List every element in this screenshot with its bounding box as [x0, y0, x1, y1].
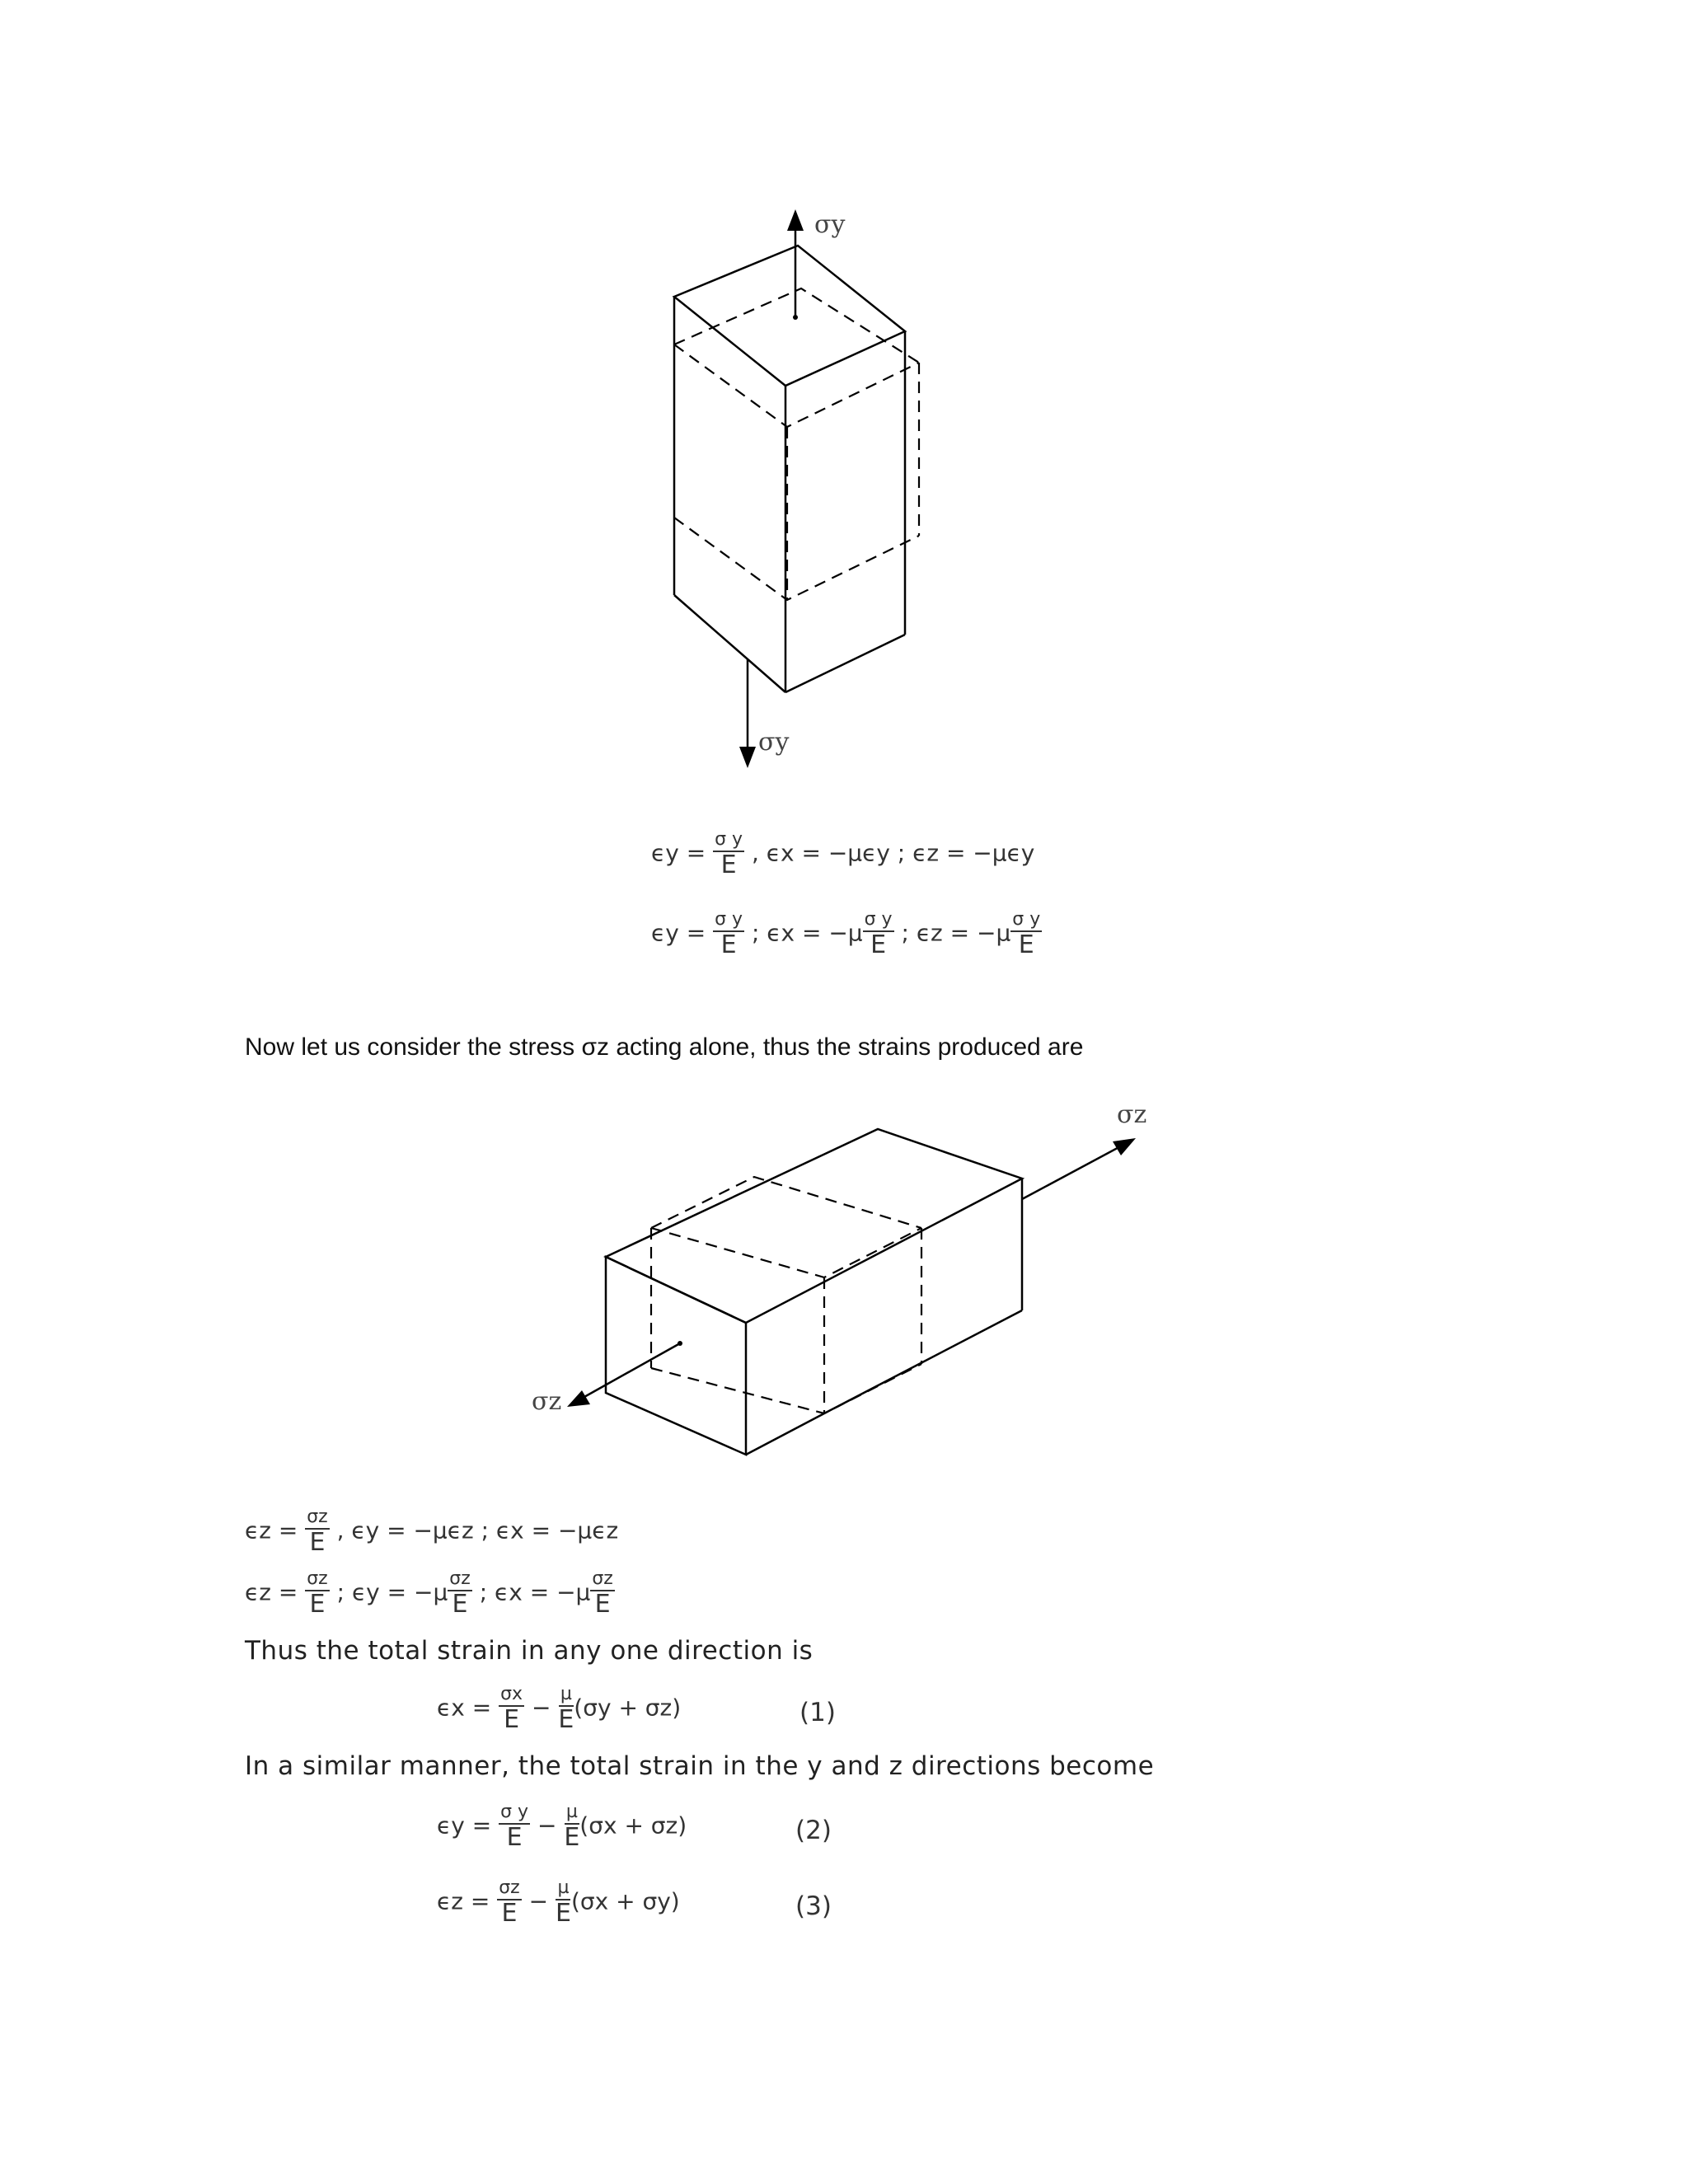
fraction: $\frac{\sigma z}{E}$ — [449, 1568, 471, 1619]
eq-mid: ; ϵz = −µ — [901, 919, 1011, 947]
eq-minus: − — [537, 1811, 557, 1840]
equation-number-3: (3) — [795, 1891, 832, 1921]
eq-lhs: ϵz = — [245, 1516, 298, 1544]
fraction: $\frac{\sigma z}{E}$ — [499, 1877, 520, 1928]
label-sigma-z-right: σz — [1117, 1100, 1147, 1129]
fraction: $\frac{\text{µ}}{E}$ — [558, 1684, 574, 1734]
eq-mid: ; ϵx = −µ — [479, 1578, 591, 1606]
fraction: $\frac{\sigma z}{E}$ — [307, 1568, 328, 1619]
eq-minus: − — [531, 1694, 551, 1722]
eq-minus: − — [528, 1887, 549, 1915]
equation-number-1: (1) — [799, 1698, 836, 1727]
equation-2 — [437, 1803, 687, 1850]
fraction: $\frac{\text{µ}}{E}$ — [555, 1877, 571, 1928]
fraction: $\frac{\text{µ}}{E}$ — [564, 1802, 580, 1852]
eq-lhs: ϵy = — [437, 1811, 492, 1840]
eq-lhs: ϵy = — [651, 919, 706, 947]
eq-lhs: ϵz = — [245, 1578, 298, 1606]
arrow-sigma-z-left — [577, 1343, 680, 1401]
arrow-sigma-z-right — [1022, 1144, 1125, 1199]
equation-number-2: (2) — [795, 1816, 832, 1845]
eq-lhs: ϵy = — [651, 839, 706, 867]
eq-paren: (σx + σy) — [570, 1887, 680, 1915]
fraction: $\frac{\text{σ y}}{E}$ — [864, 909, 893, 959]
fraction: $\frac{\sigma x}{E}$ — [500, 1684, 523, 1734]
paragraph-total-strain: Thus the total strain in any one direction is — [245, 1636, 814, 1666]
equation-3 — [437, 1879, 680, 1926]
eq-mid: ; ϵx = −µ — [751, 919, 863, 947]
fraction: $\frac{\text{σ y}}{E}$ — [715, 829, 743, 879]
eq-lhs: ϵz = — [437, 1887, 490, 1915]
fraction: $\frac{\sigma z}{E}$ — [307, 1507, 328, 1557]
fraction: $\frac{\text{σ y}}{E}$ — [500, 1802, 529, 1852]
label-sigma-z-left: σz — [532, 1387, 562, 1416]
label-sigma-y-top: σy — [814, 210, 846, 239]
paragraph-similar-manner: In a similar manner, the total strain in the y and z directions become — [245, 1751, 1155, 1781]
eq-block-2-line-1 — [245, 1508, 618, 1555]
eq-paren: (σx + σz) — [579, 1811, 687, 1840]
eq-rest: , ϵy = −µϵz ; ϵx = −µϵz — [336, 1516, 619, 1544]
eq-block-2-line-2 — [245, 1570, 615, 1617]
eq-lhs: ϵx = — [437, 1694, 492, 1722]
prism-front-face — [606, 1257, 746, 1455]
eq-paren: (σy + σz) — [574, 1694, 682, 1722]
paragraph-sigma-z-intro: Now let us consider the stress σz acting alone, thus the strains produced are — [245, 1033, 1084, 1061]
fraction: $\frac{\sigma z}{E}$ — [592, 1568, 613, 1619]
fraction: $\frac{\text{σ y}}{E}$ — [715, 909, 743, 959]
equation-1 — [437, 1685, 681, 1732]
eq-mid: ; ϵy = −µ — [336, 1578, 448, 1606]
fraction: $\frac{\text{σ y}}{E}$ — [1012, 909, 1041, 959]
eq-rest: , ϵx = −µϵy ; ϵz = −µϵy — [751, 839, 1035, 867]
prism-top-face — [606, 1129, 1022, 1323]
label-sigma-y-bottom: σy — [758, 728, 790, 757]
